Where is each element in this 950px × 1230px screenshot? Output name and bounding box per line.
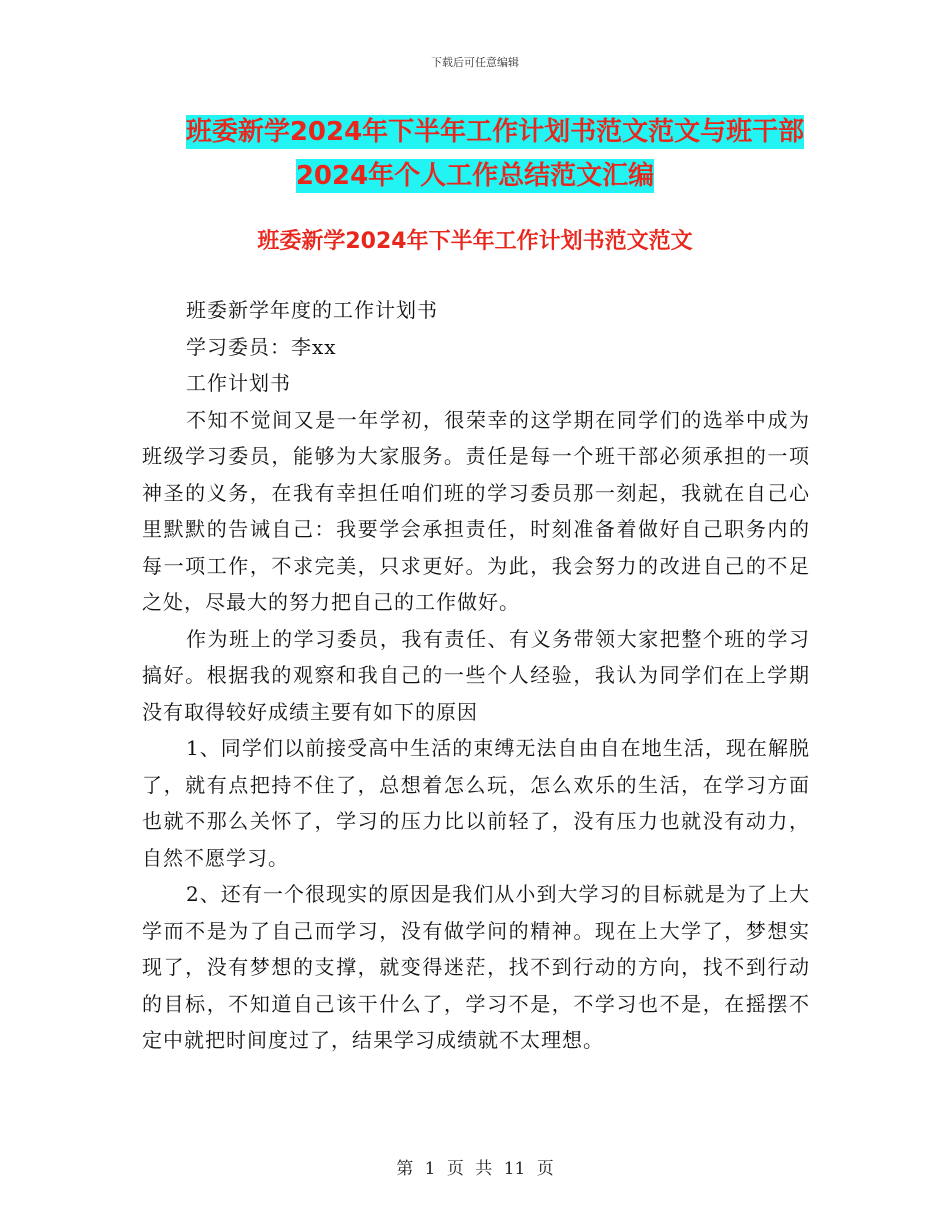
paragraph-reason-1: 1、同学们以前接受高中生活的束缚无法自由自在地生活，现在解脱了，就有点把持不住了，总想着怎么玩，怎么欢乐的生活，在学习方面也就不那么关怀了，学习的压力比以前轻了，没有压力也就没有动力，自然不愿学习。 — [142, 736, 810, 870]
title-line-1 — [0, 110, 950, 154]
paragraph-plan-heading: 班委新学年度的工作计划书 — [186, 298, 438, 322]
paragraph-intro: 不知不觉间又是一年学初，很荣幸的这学期在同学们的选举中成为班级学习委员，能够为大家服务。责任是每一个班干部必须承担的一项神圣的义务，在我有幸担任咱们班的学习委员那一刻起，我就在自己心里默默的告诫自己：我要学会承担责任，时刻准备着做好自己职务内的每一项工作，不求完美，只求更好。为此，我会努力的改进自己的不足之处，尽最大的努力把自己的工作做好。 — [142, 407, 810, 614]
title-line-2 — [0, 154, 950, 198]
paragraph-responsibility: 作为班上的学习委员，我有责任、有义务带领大家把整个班的学习搞好。根据我的观察和我自己的一些个人经验，我认为同学们在上学期没有取得较好成绩主要有如下的原因 — [142, 626, 810, 724]
body-content — [142, 292, 810, 1059]
paragraph-plan-label: 工作计划书 — [186, 371, 291, 395]
paragraph-reason-2: 2、还有一个很现实的原因是我们从小到大学习的目标就是为了上大学而不是为了自己而学习，没有做学问的精神。现在上大学了，梦想实现了，没有梦想的支撑，就变得迷茫，找不到行动的方向，找不到行动的目标，不知道自己该干什么了，学习不是，不学习也不是，在摇摆不定中就把时间度过了，结果学习成绩就不太理想。 — [142, 882, 810, 1052]
section-title: 班委新学2024年下半年工作计划书范文范文 — [257, 229, 693, 254]
paragraph-author: 学习委员：李xx — [186, 334, 337, 359]
title-line-1-text: 班委新学2024年下半年工作计划书范文范文与班干部 — [185, 117, 805, 147]
page-footer: 第 1 页 共 11 页 — [396, 1159, 554, 1179]
page-header-note: 下载后可任意编辑 — [431, 56, 519, 69]
document-title — [0, 110, 950, 198]
title-line-2-text: 2024年个人工作总结范文汇编 — [295, 161, 655, 191]
